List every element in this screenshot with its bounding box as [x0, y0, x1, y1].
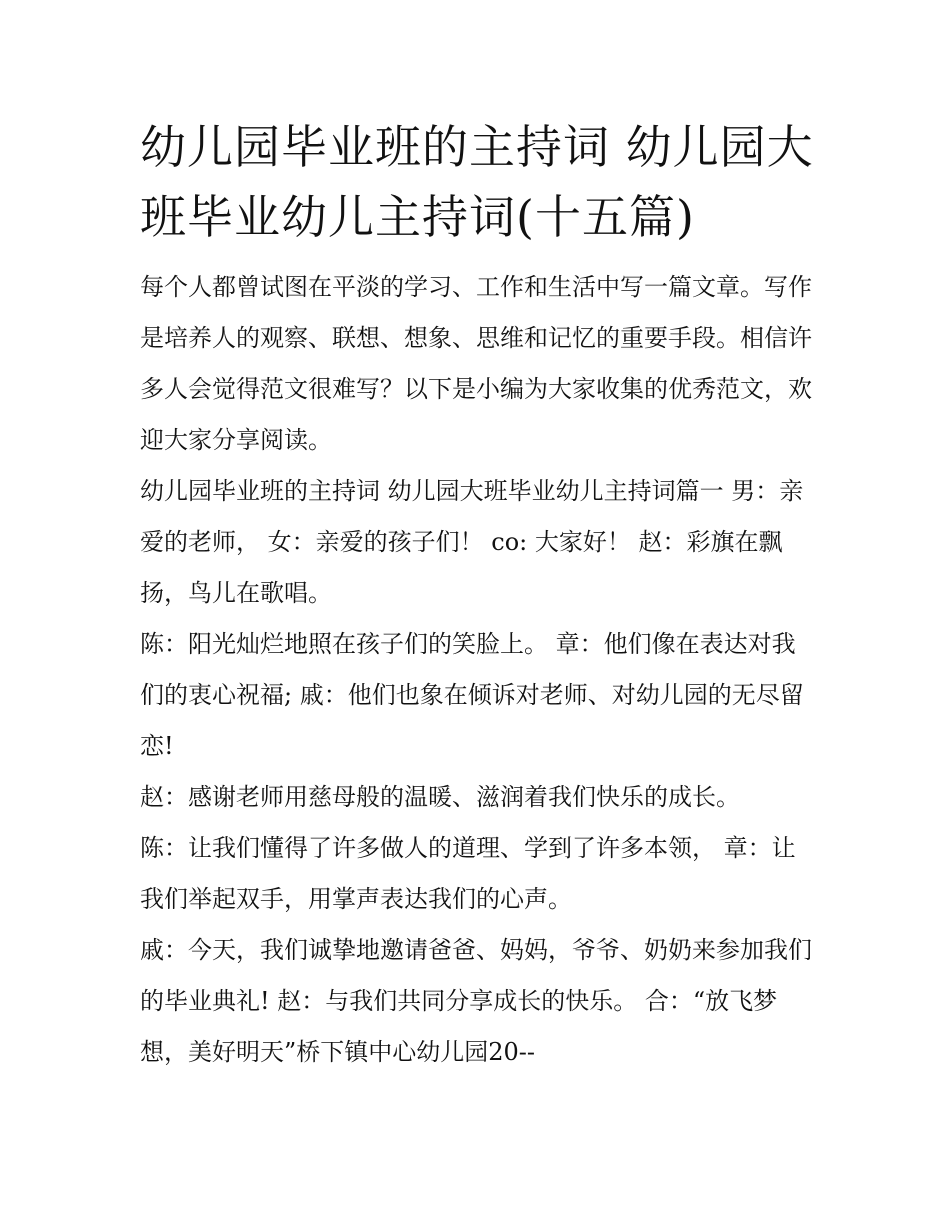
- document-page: [140, 112, 816, 1078]
- paragraph-opening: 幼儿园毕业班的主持词 幼儿园大班毕业幼儿主持词篇一 男：亲爱的老师， 女：亲爱的孩子们！ co: 大家好！ 赵：彩旗在飘扬，鸟儿在歌唱。: [140, 477, 804, 607]
- paragraph-intro: 每个人都曾试图在平淡的学习、工作和生活中写一篇文章。写作是培养人的观察、联想、想象、思维和记忆的重要手段。相信许多人会觉得范文很难写？以下是小编为大家收集的优秀范文，欢迎大家分享阅读。: [140, 273, 812, 454]
- paragraph-chen-zhang: 陈：让我们懂得了许多做人的道理、学到了许多本领， 章：让我们举起双手，用掌声表达我们的心声。: [140, 834, 796, 913]
- document-title: 幼儿园毕业班的主持词 幼儿园大班毕业幼儿主持词(十五篇): [140, 120, 814, 244]
- paragraph-chen-zhang-qi: 陈：阳光灿烂地照在孩子们的笑脸上。 章：他们像在表达对我们的衷心祝福; 戚：他们也象在倾诉对老师、对幼儿园的无尽留恋!: [140, 630, 804, 760]
- paragraph-invitation: 戚：今天，我们诚挚地邀请爸爸、妈妈，爷爷、奶奶来参加我们的毕业典礼! 赵：与我们共同分享成长的快乐。 合：“放飞梦想，美好明天”桥下镇中心幼儿园20--: [140, 936, 812, 1066]
- paragraph-zhao-thanks: 赵：感谢老师用慈母般的温暖、滋润着我们快乐的成长。: [140, 783, 740, 811]
